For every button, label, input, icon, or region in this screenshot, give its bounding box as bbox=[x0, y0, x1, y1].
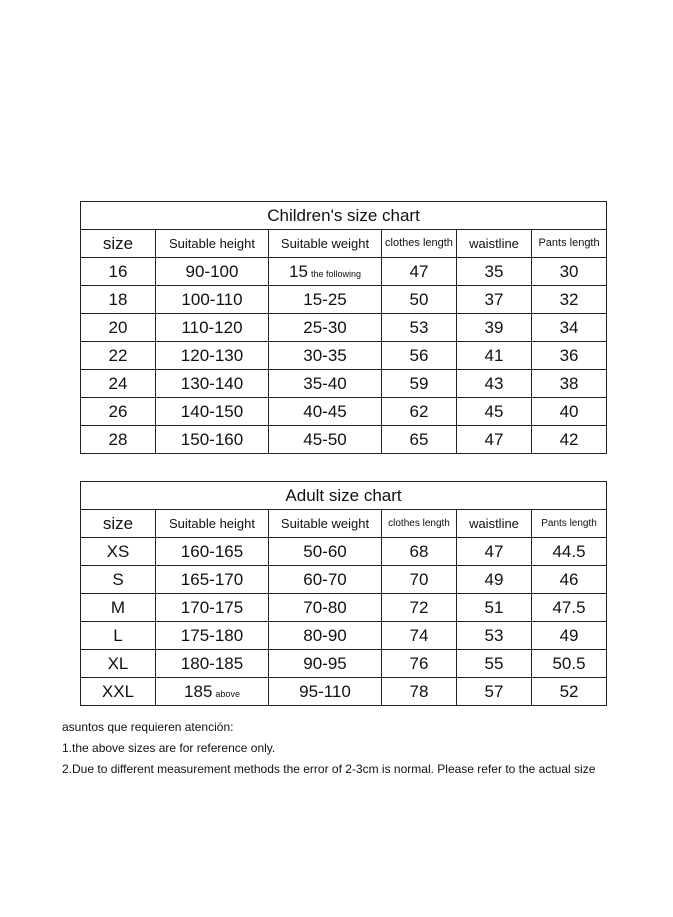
cell-height bbox=[156, 314, 269, 342]
cell-weight bbox=[269, 342, 382, 370]
cell-size-value: 28 bbox=[108, 429, 128, 449]
cell-size-value: 20 bbox=[108, 317, 128, 337]
cell-size bbox=[81, 650, 156, 678]
cell-pants-length-value: 34 bbox=[559, 317, 579, 337]
cell-clothes-length-value: 59 bbox=[409, 373, 429, 393]
cell-pants-length bbox=[532, 342, 607, 370]
cell-clothes-length bbox=[382, 426, 457, 454]
cell-height bbox=[156, 342, 269, 370]
cell-waistline bbox=[457, 258, 532, 286]
cell-height-value: 170-175 bbox=[180, 597, 244, 617]
cell-weight bbox=[269, 314, 382, 342]
cell-pants-length bbox=[532, 538, 607, 566]
cell-height-note: above bbox=[215, 688, 240, 699]
cell-weight-value: 95-110 bbox=[299, 681, 351, 701]
cell-clothes-length-value: 74 bbox=[409, 625, 429, 645]
cell-waistline-value: 55 bbox=[484, 653, 504, 673]
cell-size bbox=[81, 258, 156, 286]
cell-clothes-length-value: 68 bbox=[409, 541, 429, 561]
cell-clothes-length-value: 56 bbox=[409, 345, 429, 365]
cell-pants-length-value: 49 bbox=[559, 625, 579, 645]
cell-pants-length bbox=[532, 426, 607, 454]
header-pants-length: Pants length bbox=[532, 510, 607, 538]
cell-height-value: 100-110 bbox=[181, 289, 243, 309]
cell-height bbox=[156, 426, 269, 454]
header-pants-length: Pants length bbox=[532, 230, 607, 258]
header-waistline: waistline bbox=[457, 230, 532, 258]
cell-waistline-value: 49 bbox=[484, 569, 504, 589]
header-waistline: waistline bbox=[457, 510, 532, 538]
cell-height-value: 150-160 bbox=[180, 429, 244, 449]
cell-pants-length-value: 47.5 bbox=[552, 597, 586, 617]
header-size: size bbox=[81, 230, 156, 258]
cell-waistline-value: 39 bbox=[484, 317, 504, 337]
cell-height bbox=[156, 594, 269, 622]
cell-size-value: XS bbox=[106, 541, 130, 561]
cell-pants-length-value: 32 bbox=[559, 289, 579, 309]
notes bbox=[62, 717, 662, 780]
table-row bbox=[81, 538, 607, 566]
cell-waistline-value: 37 bbox=[484, 289, 504, 309]
cell-weight-value: 45-50 bbox=[303, 429, 347, 449]
cell-clothes-length-value: 76 bbox=[409, 653, 429, 673]
cell-waistline bbox=[457, 342, 532, 370]
cell-size bbox=[81, 342, 156, 370]
cell-size-value: XL bbox=[107, 653, 129, 673]
cell-weight bbox=[269, 566, 382, 594]
notes-line-1: 1.the above sizes are for reference only. bbox=[62, 741, 276, 755]
cell-clothes-length-value: 53 bbox=[409, 317, 429, 337]
cell-clothes-length bbox=[382, 398, 457, 426]
cell-size bbox=[81, 398, 156, 426]
cell-weight bbox=[269, 370, 382, 398]
table-row bbox=[81, 314, 607, 342]
cell-height-value: 160-165 bbox=[180, 541, 244, 561]
cell-pants-length bbox=[532, 622, 607, 650]
cell-height-value: 140-150 bbox=[180, 401, 244, 421]
cell-size bbox=[81, 566, 156, 594]
cell-pants-length bbox=[532, 314, 607, 342]
cell-waistline bbox=[457, 678, 532, 706]
cell-height bbox=[156, 258, 269, 286]
cell-pants-length bbox=[532, 286, 607, 314]
cell-height-value: 165-170 bbox=[180, 569, 244, 589]
cell-size-value: 24 bbox=[108, 373, 128, 393]
header-weight: Suitable weight bbox=[269, 230, 382, 258]
table-row bbox=[81, 398, 607, 426]
cell-weight-value: 15 bbox=[289, 261, 308, 281]
cell-weight-value: 15-25 bbox=[303, 289, 347, 309]
cell-clothes-length bbox=[382, 286, 457, 314]
cell-pants-length-value: 40 bbox=[559, 401, 579, 421]
cell-size-value: M bbox=[110, 597, 126, 617]
adult-size-chart bbox=[80, 481, 607, 706]
notes-line-2: 2.Due to different measurement methods the error of 2-3cm is normal. Please refer to the actual size bbox=[62, 762, 596, 776]
chart-title: Adult size chart bbox=[81, 482, 607, 510]
cell-weight-value: 70-80 bbox=[303, 597, 347, 617]
cell-waistline bbox=[457, 566, 532, 594]
cell-waistline-value: 41 bbox=[484, 345, 504, 365]
cell-height bbox=[156, 538, 269, 566]
table-row bbox=[81, 678, 607, 706]
cell-clothes-length bbox=[382, 370, 457, 398]
cell-size-value: L bbox=[113, 625, 123, 645]
cell-height bbox=[156, 678, 269, 706]
cell-size bbox=[81, 538, 156, 566]
cell-height bbox=[156, 286, 269, 314]
cell-waistline-value: 45 bbox=[484, 401, 504, 421]
cell-waistline-value: 51 bbox=[484, 597, 504, 617]
cell-height-value: 130-140 bbox=[180, 373, 244, 393]
table-row bbox=[81, 622, 607, 650]
cell-size-value: XXL bbox=[101, 681, 135, 701]
cell-clothes-length-value: 70 bbox=[409, 569, 429, 589]
cell-waistline bbox=[457, 594, 532, 622]
cell-weight bbox=[269, 594, 382, 622]
cell-clothes-length bbox=[382, 258, 457, 286]
cell-waistline-value: 57 bbox=[484, 681, 504, 701]
cell-waistline bbox=[457, 370, 532, 398]
notes-heading: asuntos que requieren atención: bbox=[62, 720, 234, 734]
cell-waistline-value: 47 bbox=[484, 429, 504, 449]
cell-clothes-length-value: 62 bbox=[409, 401, 429, 421]
cell-weight-value: 80-90 bbox=[303, 625, 347, 645]
cell-weight bbox=[269, 650, 382, 678]
cell-height bbox=[156, 566, 269, 594]
cell-weight-note: the following bbox=[310, 268, 361, 279]
header-height: Suitable height bbox=[156, 510, 269, 538]
cell-weight-value: 30-35 bbox=[303, 345, 347, 365]
cell-pants-length-value: 36 bbox=[559, 345, 579, 365]
table-row bbox=[81, 426, 607, 454]
table-row bbox=[81, 258, 607, 286]
cell-pants-length bbox=[532, 594, 607, 622]
table-row bbox=[81, 566, 607, 594]
cell-size-value: 18 bbox=[108, 289, 128, 309]
cell-size bbox=[81, 314, 156, 342]
header-size: size bbox=[81, 510, 156, 538]
table-row bbox=[81, 594, 607, 622]
cell-weight bbox=[269, 538, 382, 566]
table-row bbox=[81, 286, 607, 314]
cell-waistline bbox=[457, 538, 532, 566]
header-height: Suitable height bbox=[156, 230, 269, 258]
header-clothes-length: clothes length bbox=[382, 510, 457, 538]
cell-waistline bbox=[457, 398, 532, 426]
cell-waistline-value: 43 bbox=[484, 373, 504, 393]
chart-title: Children's size chart bbox=[81, 202, 607, 230]
cell-height-value: 90-100 bbox=[185, 261, 239, 281]
cell-size bbox=[81, 622, 156, 650]
children-size-chart bbox=[80, 201, 607, 454]
cell-clothes-length bbox=[382, 594, 457, 622]
cell-weight bbox=[269, 286, 382, 314]
cell-clothes-length bbox=[382, 538, 457, 566]
cell-weight-value: 90-95 bbox=[303, 653, 347, 673]
cell-pants-length-value: 42 bbox=[559, 429, 579, 449]
cell-pants-length bbox=[532, 678, 607, 706]
cell-pants-length bbox=[532, 258, 607, 286]
cell-waistline bbox=[457, 286, 532, 314]
cell-height bbox=[156, 370, 269, 398]
cell-weight bbox=[269, 398, 382, 426]
cell-size bbox=[81, 370, 156, 398]
table-row bbox=[81, 342, 607, 370]
table-row bbox=[81, 650, 607, 678]
cell-height-value: 120-130 bbox=[180, 345, 244, 365]
cell-clothes-length-value: 72 bbox=[409, 597, 429, 617]
cell-clothes-length bbox=[382, 678, 457, 706]
cell-clothes-length-value: 47 bbox=[409, 261, 429, 281]
cell-weight bbox=[269, 426, 382, 454]
cell-size bbox=[81, 678, 156, 706]
cell-height bbox=[156, 650, 269, 678]
cell-weight bbox=[269, 678, 382, 706]
cell-weight-value: 35-40 bbox=[303, 373, 347, 393]
header-weight: Suitable weight bbox=[269, 510, 382, 538]
cell-pants-length-value: 50.5 bbox=[552, 653, 586, 673]
cell-waistline bbox=[457, 314, 532, 342]
cell-height-value: 180-185 bbox=[180, 653, 244, 673]
cell-clothes-length bbox=[382, 342, 457, 370]
cell-pants-length-value: 44.5 bbox=[552, 541, 586, 561]
cell-pants-length-value: 46 bbox=[559, 569, 579, 589]
cell-clothes-length bbox=[382, 622, 457, 650]
cell-clothes-length bbox=[382, 314, 457, 342]
cell-pants-length-value: 30 bbox=[559, 261, 579, 281]
cell-pants-length-value: 38 bbox=[559, 373, 579, 393]
cell-waistline-value: 47 bbox=[484, 541, 504, 561]
cell-pants-length bbox=[532, 398, 607, 426]
cell-pants-length bbox=[532, 650, 607, 678]
cell-weight-value: 40-45 bbox=[303, 401, 347, 421]
cell-size-value: S bbox=[112, 569, 124, 589]
cell-size bbox=[81, 426, 156, 454]
cell-clothes-length-value: 65 bbox=[409, 429, 429, 449]
header-row bbox=[81, 230, 607, 258]
cell-weight bbox=[269, 258, 382, 286]
cell-weight-value: 60-70 bbox=[303, 569, 347, 589]
cell-waistline-value: 35 bbox=[484, 261, 504, 281]
cell-height-value: 110-120 bbox=[181, 317, 243, 337]
cell-height bbox=[156, 398, 269, 426]
cell-weight bbox=[269, 622, 382, 650]
cell-size bbox=[81, 594, 156, 622]
cell-height-value: 175-180 bbox=[180, 625, 244, 645]
cell-pants-length bbox=[532, 566, 607, 594]
cell-clothes-length bbox=[382, 566, 457, 594]
cell-pants-length bbox=[532, 370, 607, 398]
cell-height bbox=[156, 622, 269, 650]
cell-waistline bbox=[457, 426, 532, 454]
cell-weight-value: 50-60 bbox=[303, 541, 347, 561]
table-row bbox=[81, 370, 607, 398]
cell-weight-value: 25-30 bbox=[303, 317, 347, 337]
cell-clothes-length-value: 78 bbox=[409, 681, 429, 701]
cell-waistline-value: 53 bbox=[484, 625, 504, 645]
cell-size-value: 26 bbox=[108, 401, 128, 421]
cell-height-value: 185 bbox=[184, 681, 213, 701]
cell-waistline bbox=[457, 622, 532, 650]
header-clothes-length: clothes length bbox=[382, 230, 457, 258]
cell-size bbox=[81, 286, 156, 314]
cell-size-value: 22 bbox=[108, 345, 128, 365]
cell-waistline bbox=[457, 650, 532, 678]
cell-size-value: 16 bbox=[108, 261, 128, 281]
cell-clothes-length-value: 50 bbox=[409, 289, 429, 309]
cell-clothes-length bbox=[382, 650, 457, 678]
header-row bbox=[81, 510, 607, 538]
cell-pants-length-value: 52 bbox=[559, 681, 579, 701]
